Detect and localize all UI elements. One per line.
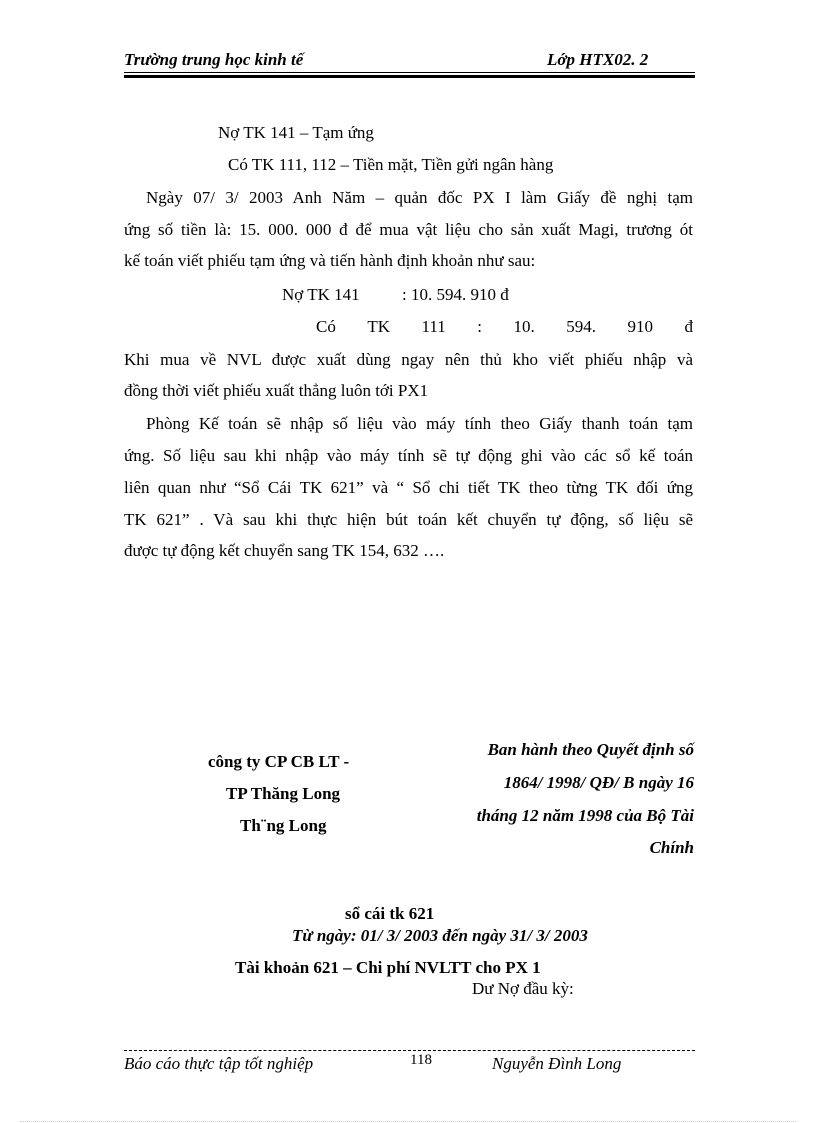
company-city: TP Thăng Long: [226, 784, 341, 803]
decree-line4: Chính: [649, 838, 694, 857]
entry-credit: Có TK 111, 112 – Tiền mặt, Tiền gửi ngân hàng: [228, 155, 554, 174]
ledger-account: Tài khoản 621 – Chi phí NVLTT cho PX 1: [235, 958, 541, 977]
para3-line2: ứng. Số liệu sau khi nhập vào máy tính sẽ tự động ghi vào các sổ kế toán: [124, 446, 693, 465]
ledger-title: sổ cái tk 621: [345, 904, 435, 923]
credit-line: [316, 318, 693, 335]
para1-line3: kế toán viết phiếu tạm ứng và tiến hành định khoản như sau:: [124, 251, 536, 270]
decree-line2: 1864/ 1998/ QĐ/ B ngày 16: [503, 773, 694, 792]
company-short: Th¨ng Long: [240, 816, 327, 835]
debit-value: : 10. 594. 910 đ: [402, 285, 509, 304]
credit-word: 10.: [513, 317, 535, 336]
header-school: Trường trung học kinh tế: [124, 50, 304, 69]
debit-label: Nợ TK 141: [282, 285, 360, 304]
decree-line3: tháng 12 năm 1998 của Bộ Tài: [476, 806, 694, 825]
footer-author: Nguyễn Đình Long: [492, 1054, 622, 1073]
header-class: Lớp HTX02. 2: [547, 50, 649, 69]
credit-word: 594.: [566, 317, 596, 336]
para2-line1: Khi mua về NVL được xuất dùng ngay nên thủ kho viết phiếu nhập và: [124, 350, 693, 369]
para3-line3: liên quan như “Sổ Cái TK 621” và “ Sổ chi tiết TK theo từng TK đối ứng: [124, 478, 693, 497]
credit-word: 111: [421, 317, 446, 336]
header-rule-thick: [124, 75, 695, 78]
credit-word: TK: [367, 317, 391, 336]
footer-rule: [124, 1050, 695, 1051]
credit-word: 910: [627, 317, 653, 336]
credit-word: Có: [316, 317, 336, 336]
para3-line5: được tự động kết chuyển sang TK 154, 632 ….: [124, 541, 445, 560]
entry-debit: Nợ TK 141 – Tạm ứng: [218, 123, 374, 142]
page-bottom-edge: [20, 1121, 796, 1122]
para3-line1: Phòng Kế toán sẽ nhập số liệu vào máy tính theo Giấy thanh toán tạm: [146, 414, 693, 433]
footer-report-title: Báo cáo thực tập tốt nghiệp: [124, 1054, 314, 1073]
para3-line4: TK 621” . Và sau khi thực hiện bút toán kết chuyển tự động, số liệu sẽ: [124, 510, 693, 529]
ledger-opening-balance: Dư Nợ đầu kỳ:: [472, 979, 574, 998]
ledger-period: Từ ngày: 01/ 3/ 2003 đến ngày 31/ 3/ 2003: [292, 926, 588, 945]
header-rule-thin: [124, 72, 695, 73]
credit-word: :: [477, 317, 482, 336]
credit-word: đ: [684, 317, 693, 336]
para2-line2: đồng thời viết phiếu xuất thẳng luôn tới PX1: [124, 381, 429, 400]
decree-line1: Ban hành theo Quyết định số: [487, 740, 694, 759]
page-number: 118: [410, 1052, 432, 1068]
para1-line1: Ngày 07/ 3/ 2003 Anh Năm – quản đốc PX I làm Giấy đề nghị tạm: [146, 188, 693, 207]
company-name: công ty CP CB LT -: [208, 752, 350, 771]
para1-line2: ứng số tiền là: 15. 000. 000 đ để mua vật liệu cho sản xuất Magi, trương ót: [124, 220, 693, 239]
